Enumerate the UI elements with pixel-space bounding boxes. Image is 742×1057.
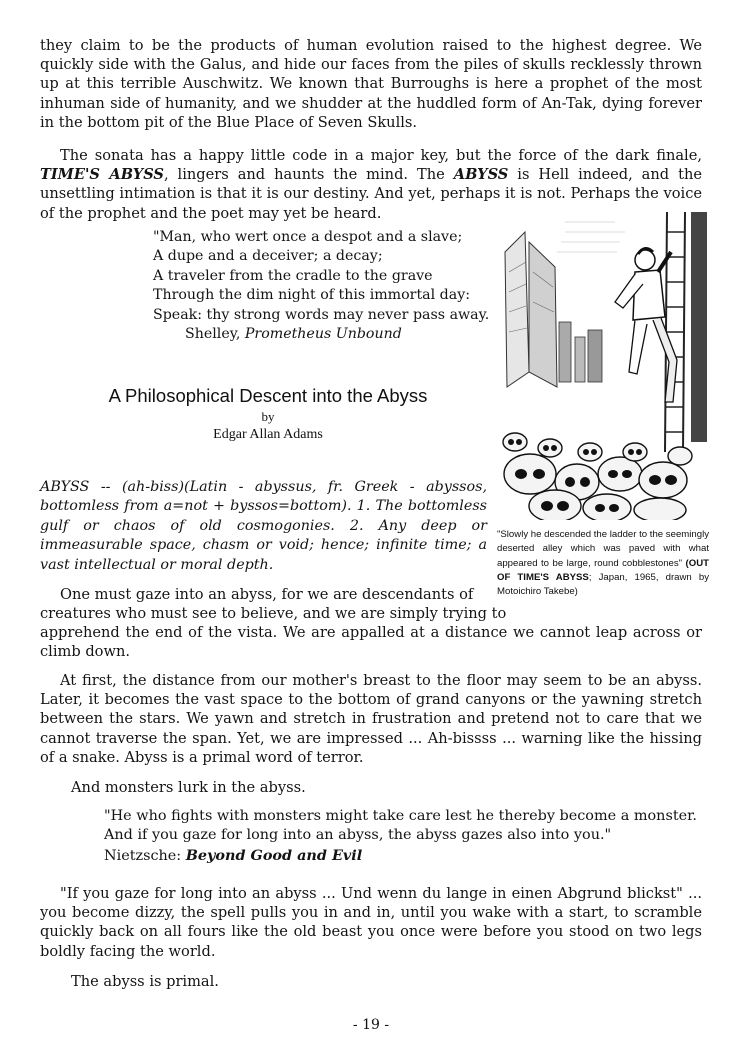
ladder-illustration (495, 212, 707, 520)
sonata-text-2: , lingers and haunts the mind. The (163, 166, 454, 184)
sonata-text-3: is Hell indeed, and the unsettling intimation is that it is our destiny. And yet, perhaps it is not. Perhaps the voice of the prophet and the poet may yet be heard. (40, 166, 702, 222)
article-by: by (261, 409, 275, 424)
paragraph-gaze-rest: apprehend the end of the vista. We are appalled at a distance we cannot leap across or climb down. (40, 624, 702, 661)
shelley-poem (153, 228, 498, 344)
times-abyss-title: TIME'S ABYSS (40, 166, 164, 184)
article-title: A Philosophical Descent into the Abyss (108, 385, 428, 406)
poem-work: Prometheus Unbound (244, 326, 402, 343)
paragraph-dizzy: "If you gaze for long into an abyss ... Und wenn du lange in einen Abgrund blickst" ... you become dizzy, the spell pulls you in and in, until you wake with a start, to scramble quickly back on all fours like the old beast you once were before you stood on two legs boldly facing the world. (40, 885, 702, 960)
sonata-text-1: The sonata has a happy little code in a major key, but the force of the dark finale, (60, 147, 702, 164)
paragraph-skulls: they claim to be the products of human evolution raised to the highest degree. We quickly side with the Galus, and hide our faces from the piles of skulls recklessly thrown up at this terrible Auschwitz. We known that Burroughs is here a prophet of the most inhuman side of humanity, and we shudder at the huddled form of An-Tak, dying forever in the bottom pit of the Blue Place of Seven Skulls. (40, 37, 702, 131)
paragraph-gaze-line2: creatures who must see to believe, and we are simply trying to (40, 605, 507, 622)
abyss-title: ABYSS (453, 166, 509, 184)
caption-credit: ; Japan, 1965, drawn by Motoichiro Takebe) (497, 571, 709, 598)
quote-work: Beyond Good and Evil (185, 846, 363, 864)
quote-author: Nietzsche: (104, 847, 186, 864)
paragraph-monsters: And monsters lurk in the abyss. (71, 779, 306, 796)
illustration-caption (497, 528, 709, 599)
poem-line: A traveler from the cradle to the grave (153, 267, 433, 284)
article-author: Edgar Allan Adams (213, 427, 323, 442)
paragraph-primal: The abyss is primal. (71, 973, 219, 990)
poem-attribution (153, 325, 498, 344)
poem-line: Through the dim night of this immortal day: (153, 287, 471, 304)
quote-line: And if you gaze for long into an abyss, the abyss gazes also into you." (104, 827, 612, 844)
poem-line: "Man, who wert once a despot and a slave; (153, 229, 463, 245)
nietzsche-quote (104, 807, 697, 866)
caption-source: (OUT OF TIME'S ABYSS (497, 557, 709, 583)
quote-attribution (104, 846, 664, 866)
paragraph-mothers-breast: At first, the distance from our mother's breast to the floor may seem to be an abyss. Later, it becomes the vast space to the bottom of grand canyons or the yawning stretch between the stars. We yawn and stretch in frustration and pretend not to care that we cannot traverse the span. Yet, we are impressed ... Ah-bissss ... warning like the hissing of a snake. Abyss is a primal word of terror. (40, 672, 702, 766)
paragraph-gaze-line1: One must gaze into an abyss, for we are descendants of (60, 586, 474, 603)
abyss-definition: ABYSS -- (ah-biss)(Latin - abyssus, fr. Greek - abyssos, bottomless from a=not + byssos=bottom). 1. The bottomless gulf or chaos of old cosmogonies. 2. Any deep or immeasurable space, chasm or void; hence; infinite time; a vast intellectual or moral depth. (40, 479, 487, 573)
poem-line: A dupe and a deceiver; a decay; (153, 248, 383, 265)
poem-line: Speak: thy strong words may never pass away. (153, 306, 490, 323)
poem-author: Shelley, (185, 326, 245, 343)
page-number: - 19 - (352, 1017, 390, 1033)
quote-line: "He who fights with monsters might take care lest he thereby become a monster. (104, 808, 697, 824)
caption-text: "Slowly he descended the ladder to the seemingly deserted alley which was paved with what appeared to be large, round cobblestones" (497, 529, 709, 569)
